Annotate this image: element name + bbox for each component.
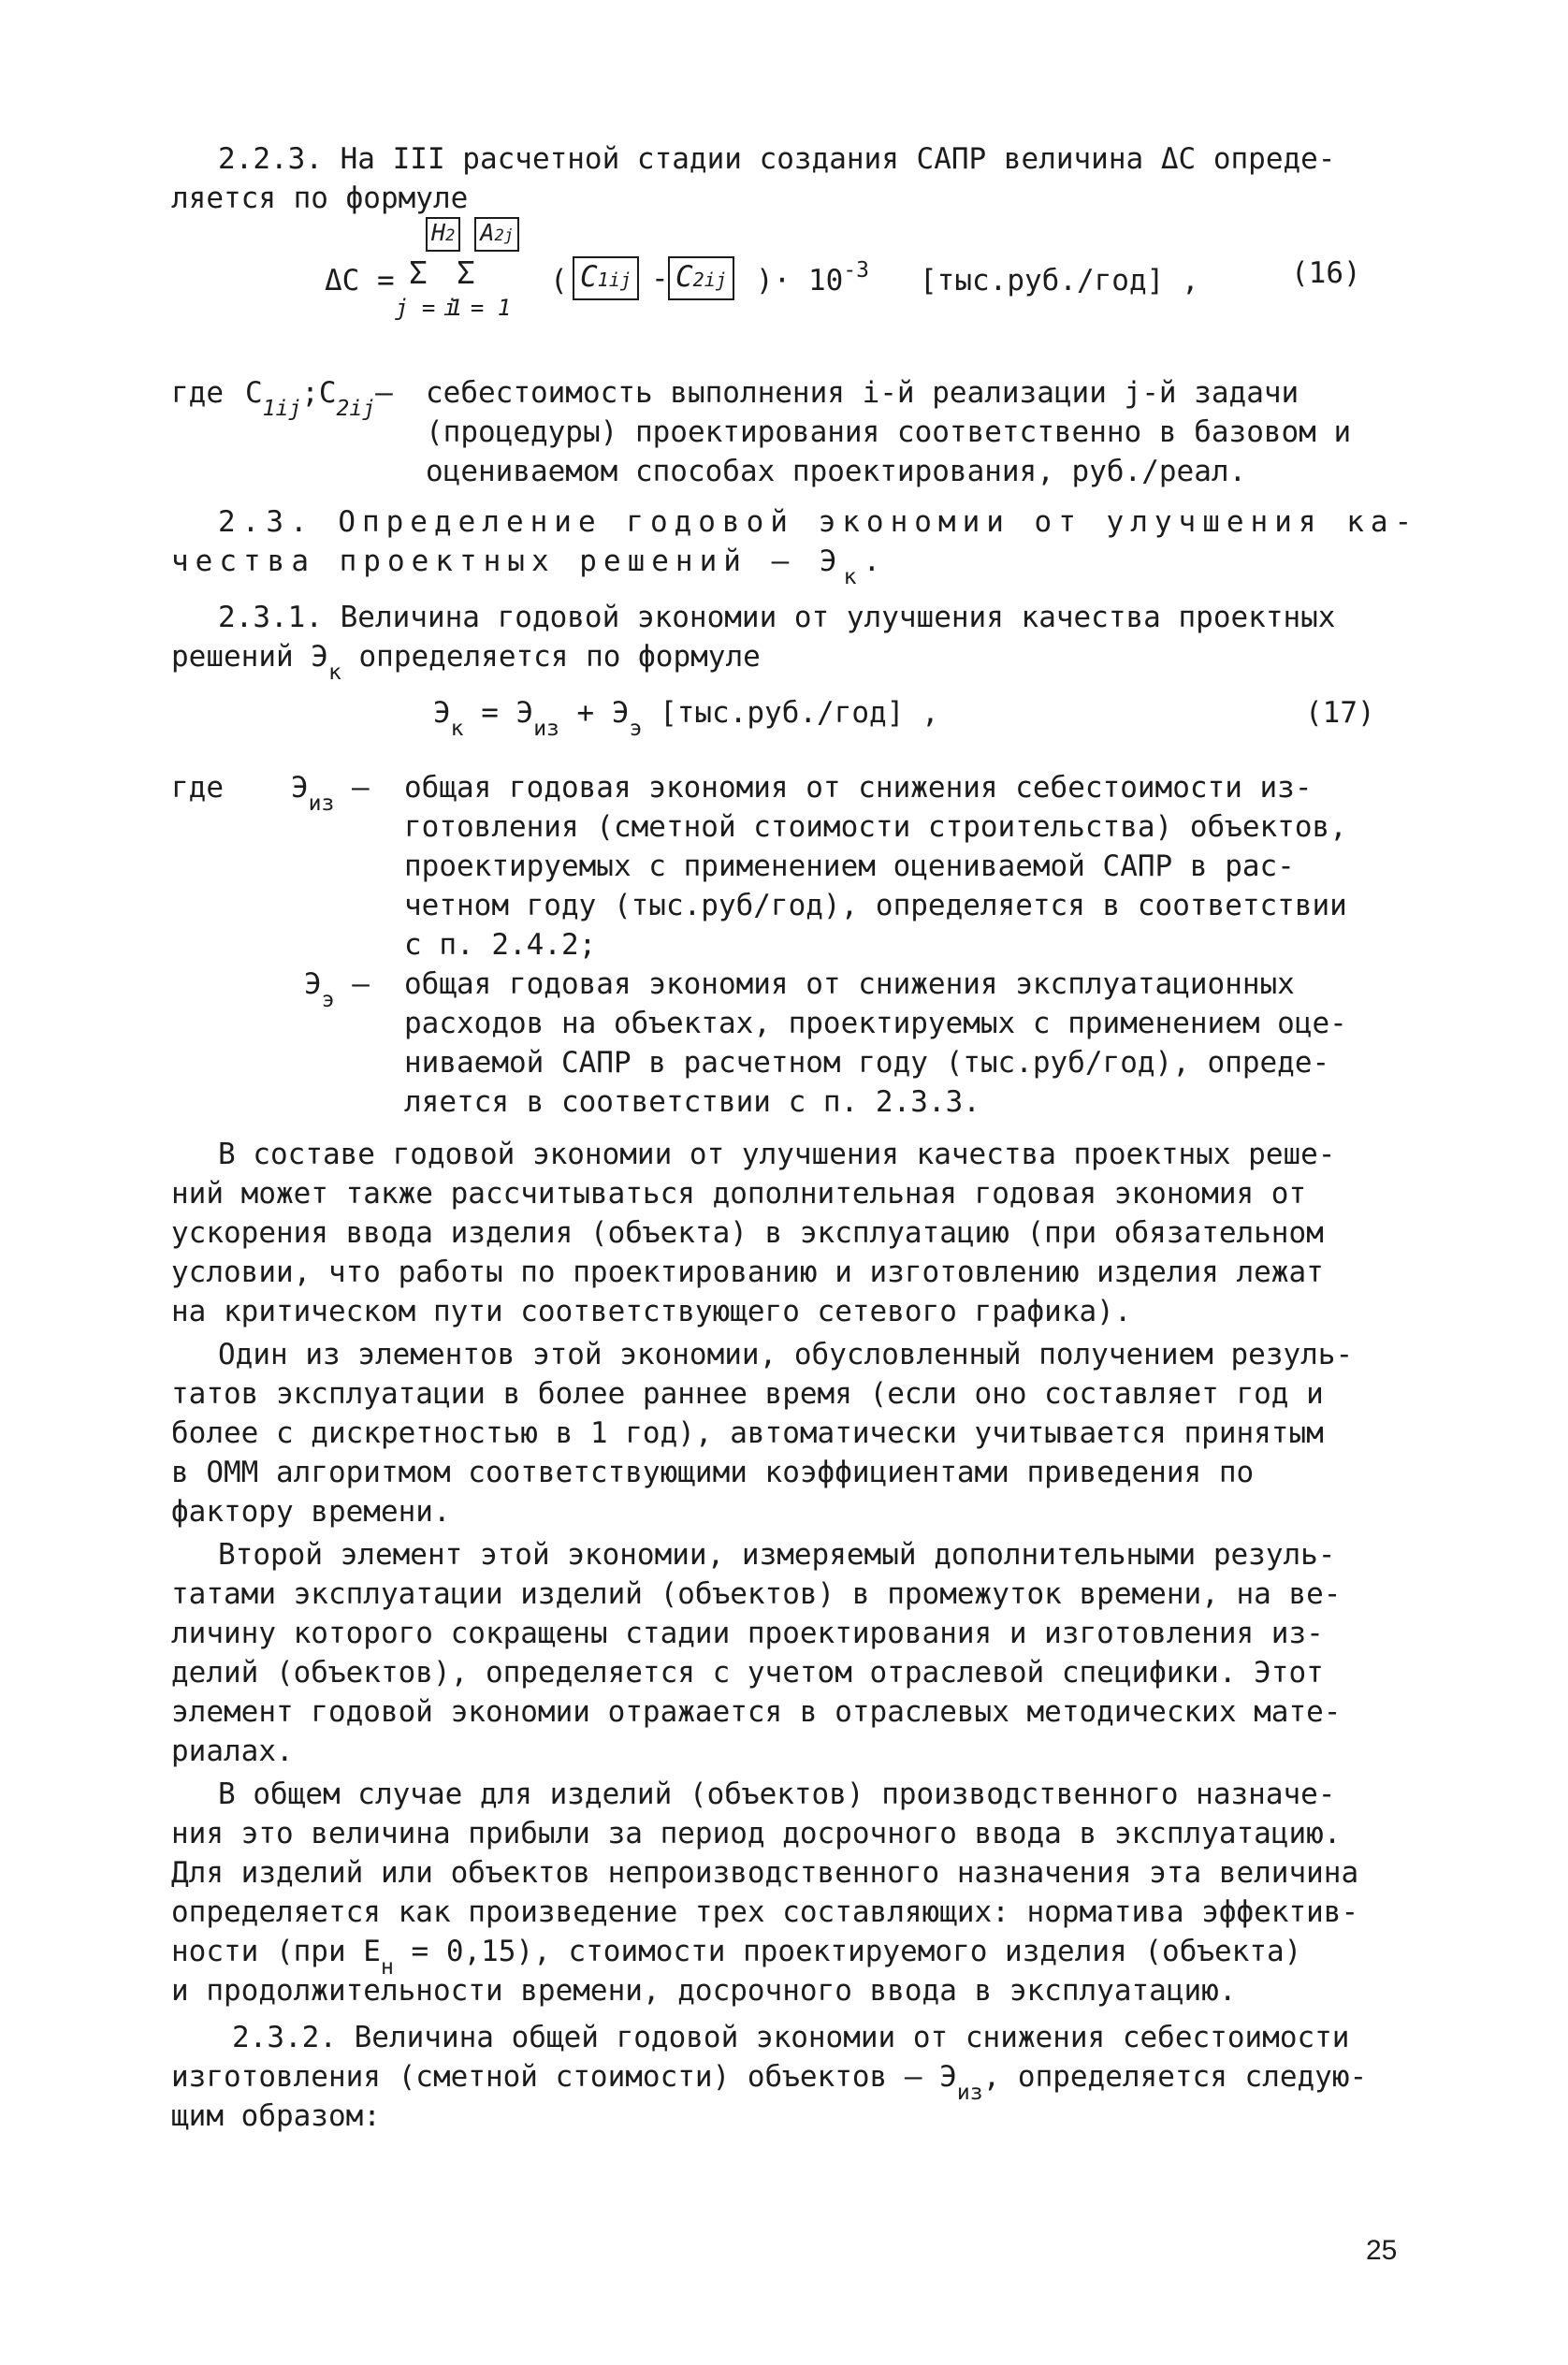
paragraph-line: Один из элементов этой экономии, обусловленный получением резуль-: [218, 1338, 1354, 1371]
sum-symbol: Σ: [409, 254, 428, 291]
section-223-line: ляется по формуле: [171, 181, 469, 215]
paragraph-line: личину которого сокращены стадии проектирования и изготовления из-: [171, 1617, 1324, 1650]
where-label: где: [171, 771, 224, 805]
section-232-line: щим образом:: [171, 2099, 381, 2133]
formula-upper-limits: [426, 217, 519, 252]
formula-close: )· $10^{-3}$: [756, 258, 870, 297]
paragraph-line: ности (при $E_н = 0,15$), стоимости проектируемого изделия (объекта): [171, 1935, 1302, 1980]
paragraph-line: татами эксплуатации изделий (объектов) в промежуток времени, на ве-: [171, 1577, 1342, 1611]
formula-number: (16): [1291, 256, 1361, 290]
paragraph-line: элемент годовой экономии отражается в отраслевых методических мате-: [171, 1695, 1342, 1729]
formula-lhs: ΔС =: [325, 264, 395, 297]
upper-limit-h2: H2: [426, 217, 460, 252]
formula-minus: -: [651, 262, 669, 296]
paragraph-line: ускорения ввода изделия (объекта) в эксплуатацию (при обязательном: [171, 1216, 1324, 1250]
where-definition-line: оцениваемом способах проектирования, руб./реал.: [426, 455, 1247, 488]
term-c2ij: C2ij: [668, 256, 734, 300]
sum-symbol: Σ: [457, 254, 475, 291]
formula-number: (17): [1305, 696, 1375, 730]
where-symbol: $Э_э$ –: [304, 967, 370, 1012]
where-definition-line: себестоимость выполнения i-й реализации j-й задачи: [426, 376, 1299, 410]
where-label: где: [171, 376, 224, 410]
section-223-line: 2.2.3. На III расчетной стадии создания САПР величина ΔС опреде-: [218, 142, 1336, 176]
where-symbols: $C_{1ij};C_{2ij}-$: [245, 376, 393, 421]
paragraph-line: Для изделий или объектов непроизводственного назначения эта величина: [171, 1856, 1359, 1890]
where-definition-line: проектируемых с применением оцениваемой САПР в рас-: [404, 849, 1295, 883]
where-symbol: $Э_{из}$ –: [291, 771, 370, 816]
paragraph-line: В общем случае для изделий (объектов) производственного назначе-: [218, 1777, 1336, 1811]
paragraph-line: риалах.: [171, 1734, 294, 1768]
paragraph-line: в ОММ алгоритмом соответствующими коэффициентами приведения по: [171, 1456, 1255, 1489]
formula-open-paren: (: [550, 264, 568, 297]
where-definition-line: с п. 2.4.2;: [404, 928, 597, 962]
page-number: 25: [1366, 2235, 1398, 2266]
paragraph-line: делий (объектов), определяется с учетом отраслевой специфики. Этот: [171, 1656, 1324, 1690]
section-23-heading: 2.3. Определение годовой экономии от улучшения ка-: [218, 505, 1419, 539]
lower-limit-j: j = 1: [395, 295, 463, 321]
paragraph-line: Второй элемент этой экономии, измеряемый дополнительными резуль-: [218, 1538, 1336, 1572]
formula-unit: [тыс.руб./год] ,: [920, 264, 1199, 297]
paragraph-line: и продолжительности времени, досрочного ввода в эксплуатацию.: [171, 1974, 1237, 2008]
paragraph-line: ния это величина прибыли за период досрочного ввода в эксплуатацию.: [171, 1817, 1342, 1850]
section-231-line: 2.3.1. Величина годовой экономии от улучшения качества проектных: [218, 601, 1336, 634]
where-definition-line: общая годовая экономия от снижения себестоимости из-: [404, 771, 1313, 805]
where-definition-line: (процедуры) проектирования соответственно в базовом и: [426, 415, 1352, 449]
section-23-heading: чества проектных решений – $Э_к$.: [171, 544, 888, 589]
section-232-line: 2.3.2. Величина общей годовой экономии от снижения себестоимости: [232, 2021, 1350, 2054]
paragraph-line: В составе годовой экономии от улучшения качества проектных реше-: [218, 1138, 1336, 1171]
paragraph-line: татов эксплуатации в более раннее время (если оно составляет год и: [171, 1377, 1324, 1411]
where-definition-line: четном году (тыс.руб/год), определяется в соответствии: [404, 889, 1347, 922]
where-definition-line: расходов на объектах, проектируемых с применением оце-: [404, 1007, 1347, 1040]
term-c1ij: C1ij: [573, 256, 639, 300]
paragraph-line: фактору времени.: [171, 1495, 451, 1529]
paragraph-line: ний может также рассчитываться дополнительная годовая экономия от: [171, 1177, 1307, 1211]
section-232-line: изготовления (сметной стоимости) объектов – $Э_{из}$, определяется следую-: [171, 2060, 1368, 2105]
where-definition-line: готовления (сметной стоимости строительства) объектов,: [404, 810, 1347, 844]
formula-17: $Э_к = Э_{из} + Э_э$ [тыс.руб./год] ,: [433, 696, 939, 741]
lower-limit-i: i = 1: [443, 295, 512, 321]
upper-limit-a2j: A2j: [474, 217, 519, 252]
paragraph-line: определяется как произведение трех составляющих: норматива эффектив-: [171, 1895, 1359, 1929]
where-definition-line: общая годовая экономия от снижения эксплуатационных: [404, 967, 1295, 1001]
paragraph-line: более с дискретностью в 1 год), автоматически учитывается принятым: [171, 1416, 1324, 1450]
section-231-line: решений $Э_к$ определяется по формуле: [171, 640, 761, 685]
paragraph-line: условии, что работы по проектированию и изготовлению изделия лежат: [171, 1255, 1324, 1289]
where-definition-line: ниваемой САПР в расчетном году (тыс.руб/год), опреде-: [404, 1046, 1330, 1080]
where-definition-line: ляется в соответствии с п. 2.3.3.: [404, 1085, 980, 1119]
paragraph-line: на критическом пути соответствующего сетевого графика).: [171, 1295, 1132, 1328]
